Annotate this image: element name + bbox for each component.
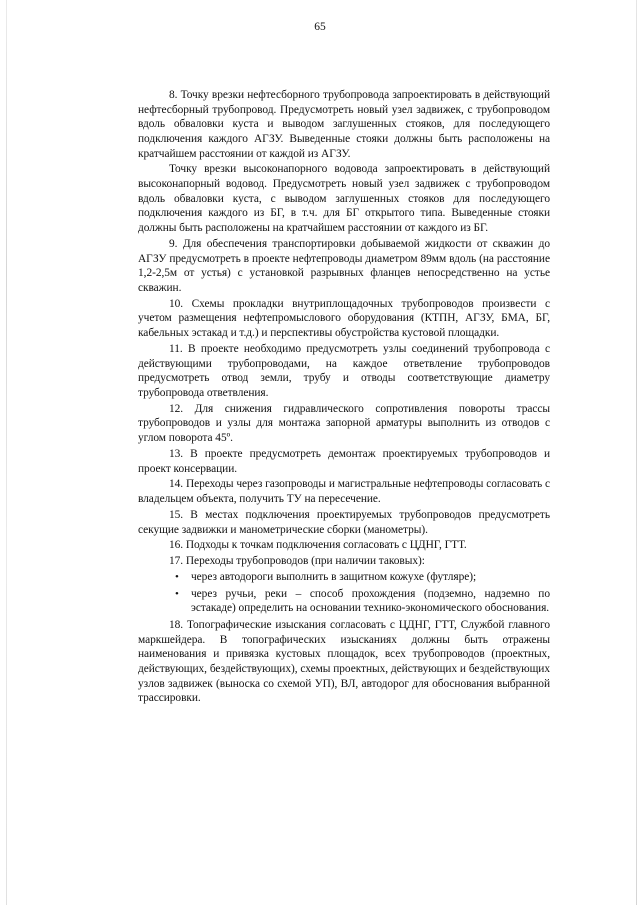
list-item-text: через автодороги выполнить в защитном кожухе (футляре);	[191, 571, 477, 584]
crossings-list	[138, 570, 550, 616]
paragraph-item-9: 9. Для обеспечения транспортировки добываемой жидкости от скважин до АГЗУ предусмотреть в проекте нефтепроводы диаметром 89мм вдоль (на расстояние 1,2-2,5м от устья) с установкой разрывных фланцев непосредственно на устье скважин.	[138, 237, 550, 294]
list-item	[138, 587, 550, 616]
list-item-text: через ручьи, реки – способ прохождения (подземно, надземно по эстакаде) определить на основании технико-экономического обоснования.	[191, 587, 550, 615]
paragraph-item-13: 13. В проекте предусмотреть демонтаж проектируемых трубопроводов и проект консервации.	[138, 447, 550, 475]
paragraph-item-10: 10. Схемы прокладки внутриплощадочных трубопроводов произвести с учетом размещения нефтепромыслового оборудования (КТПН, АГЗУ, БМА, БГ, кабельных эстакад и т.д.) и перспективы обустройства кустовой площадки.	[138, 297, 550, 340]
scan-edge-right	[636, 0, 637, 905]
scan-edge-left	[6, 0, 7, 905]
bullet-dot-icon: •	[175, 587, 179, 600]
paragraph-water-line: Точку врезки высоконапорного водовода запроектировать в действующий высоконапорный водовод. Предусмотреть новый узел задвижек с трубопроводом вдоль обваловки куста, с выводом заглушенных стояков для последующего подключения каждого из БГ, в т.ч. для БГ открытого типа. Выведенные стояки должны быть расположены на кратчайшем расстоянии от каждого из БГ.	[138, 163, 550, 235]
list-item	[138, 570, 550, 585]
paragraph-item-11: 11. В проекте необходимо предусмотреть узлы соединений трубопровода с действующими трубопроводами, на каждое ответвление трубопроводов предусмотреть отвод земли, трубу и отводы соответствующие диаметру трубопровода ответвления.	[138, 342, 550, 399]
paragraph-item-14: 14. Переходы через газопроводы и магистральные нефтепроводы согласовать с владельцем объекта, получить ТУ на пересечение.	[138, 478, 550, 506]
document-body	[138, 88, 550, 707]
paragraph-item-16: 16. Подходы к точкам подключения согласовать с ЦДНГ, ГТТ.	[169, 539, 467, 552]
paragraph-item-15: 15. В местах подключения проектируемых трубопроводов предусмотреть секущие задвижки и манометрические сборки (манометры).	[138, 508, 550, 536]
paragraph-item-18: 18. Топографические изыскания согласовать с ЦДНГ, ГТТ, Службой главного маркшейдера. В топографических изысканиях должны быть отражены наименования и привязка кустовых площадок, всех трубопроводов (проектных, действующих, бездействующих), схемы проектных, действующих и бездействующих узлов задвижек (выноска со схемой УП), ВЛ, автодорог для обоснования выбранной трассировки.	[138, 619, 550, 705]
bullet-dot-icon: •	[175, 571, 179, 584]
paragraph-item-17: 17. Переходы трубопроводов (при наличии таковых):	[169, 555, 425, 568]
page-number: 65	[314, 21, 326, 33]
paragraph-item-12: 12. Для снижения гидравлического сопротивления повороты трассы трубопроводов и узлы для монтажа запорной арматуры выполнить из отводов с углом поворота 45º.	[138, 402, 550, 445]
paragraph-item-8: 8. Точку врезки нефтесборного трубопровода запроектировать в действующий нефтесборный трубопровод. Предусмотреть новый узел задвижек, с трубопроводом вдоль обваловки куста и выводом заглушенных стояков, для последующего подключения каждого АГЗУ. Выведенные стояки должны быть расположены на кратчайшем расстоянии от каждой из АГЗУ.	[138, 89, 550, 160]
